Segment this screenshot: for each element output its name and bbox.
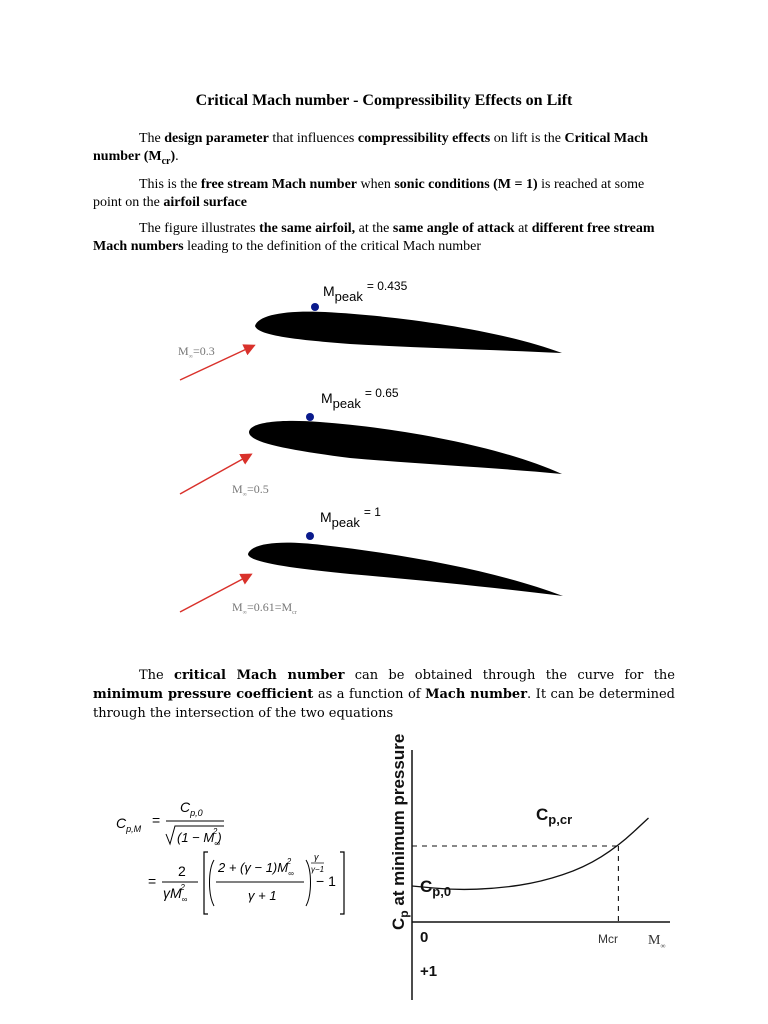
airfoil-shape xyxy=(255,312,562,353)
minf-label: $M_\infty=0.3$ xyxy=(178,344,215,360)
y-below-label: +1 xyxy=(420,963,438,980)
x-mark-label: Mcr xyxy=(598,932,618,946)
label-cp-0: $C_{p,0}$ xyxy=(420,877,452,899)
mpeak-label: Mpeak= 0.435 xyxy=(323,279,408,304)
series-line-cp-min xyxy=(412,818,649,889)
paragraph-critical-mach: The critical Mach number can be obtained through the curve for the minimum pressure coefficient as a function of Mach number. It can be determined through the intersection of the two equations xyxy=(93,668,676,721)
eq-exp-den: γ−1 xyxy=(311,865,325,874)
eq-lhs: $C_{p,M}$ xyxy=(116,815,142,834)
eq-den: $(1 - M_\infty 2)$ xyxy=(177,827,222,848)
airfoils-figure xyxy=(0,270,768,630)
mpeak-label: Mpeak= 0.65 xyxy=(321,386,399,411)
page-title: Critical Mach number - Compressibility Effects on Lift xyxy=(195,92,573,109)
eq-minus-one: − 1 xyxy=(316,873,336,889)
paragraph-figure-intro: The figure illustrates the same airfoil, at the same angle of attack at different free stream Mach numbers leading to the definition of the critical Mach number xyxy=(93,221,655,254)
x-axis-label: $M_\infty$ xyxy=(648,933,666,950)
eq-inner-den: γ + 1 xyxy=(248,888,277,903)
peak-point xyxy=(306,413,314,421)
x-origin-label: 0 xyxy=(420,929,429,946)
minf-label: $M_\infty=0.61=M_{cr}$ xyxy=(232,600,297,616)
paragraph-design-parameter: The design parameter that influences compressibility effects on lift is the Critical Mach number $(M_{cr})$. xyxy=(93,131,649,167)
paragraph-free-stream: This is the free stream Mach number when sonic conditions (M = 1) is reached at some point on the airfoil surface xyxy=(93,177,645,210)
label-cp-cr: $C_{p,cr}$ xyxy=(536,805,573,827)
airfoil-shape xyxy=(248,543,563,596)
airfoil-1 xyxy=(178,279,562,380)
peak-point xyxy=(306,532,314,540)
chart-axes xyxy=(412,750,670,1000)
freestream-arrow xyxy=(180,346,253,380)
eq-equals: = xyxy=(152,812,161,828)
eq-coef-den: $\gamma M_\infty 2$ xyxy=(163,883,188,904)
eq-coef-num: 2 xyxy=(178,863,186,879)
y-axis-label: $C_p$ at minimum pressure xyxy=(389,733,411,930)
airfoil-shape xyxy=(249,421,562,474)
minf-label: $M_\infty=0.5$ xyxy=(232,482,269,498)
eq-exp-num: γ xyxy=(314,852,319,862)
eq-equals-2: = xyxy=(148,873,157,889)
equation xyxy=(100,790,360,930)
cp-min-chart xyxy=(380,730,680,1020)
mpeak-label: Mpeak= 1 xyxy=(320,505,381,530)
peak-point xyxy=(311,303,319,311)
eq-num: $C_{p,0}$ xyxy=(180,799,203,818)
eq-inner-num: $2 + (\gamma - 1)M_\infty 2$ xyxy=(218,857,294,878)
airfoil-2 xyxy=(180,386,562,498)
airfoil-3 xyxy=(180,505,563,616)
